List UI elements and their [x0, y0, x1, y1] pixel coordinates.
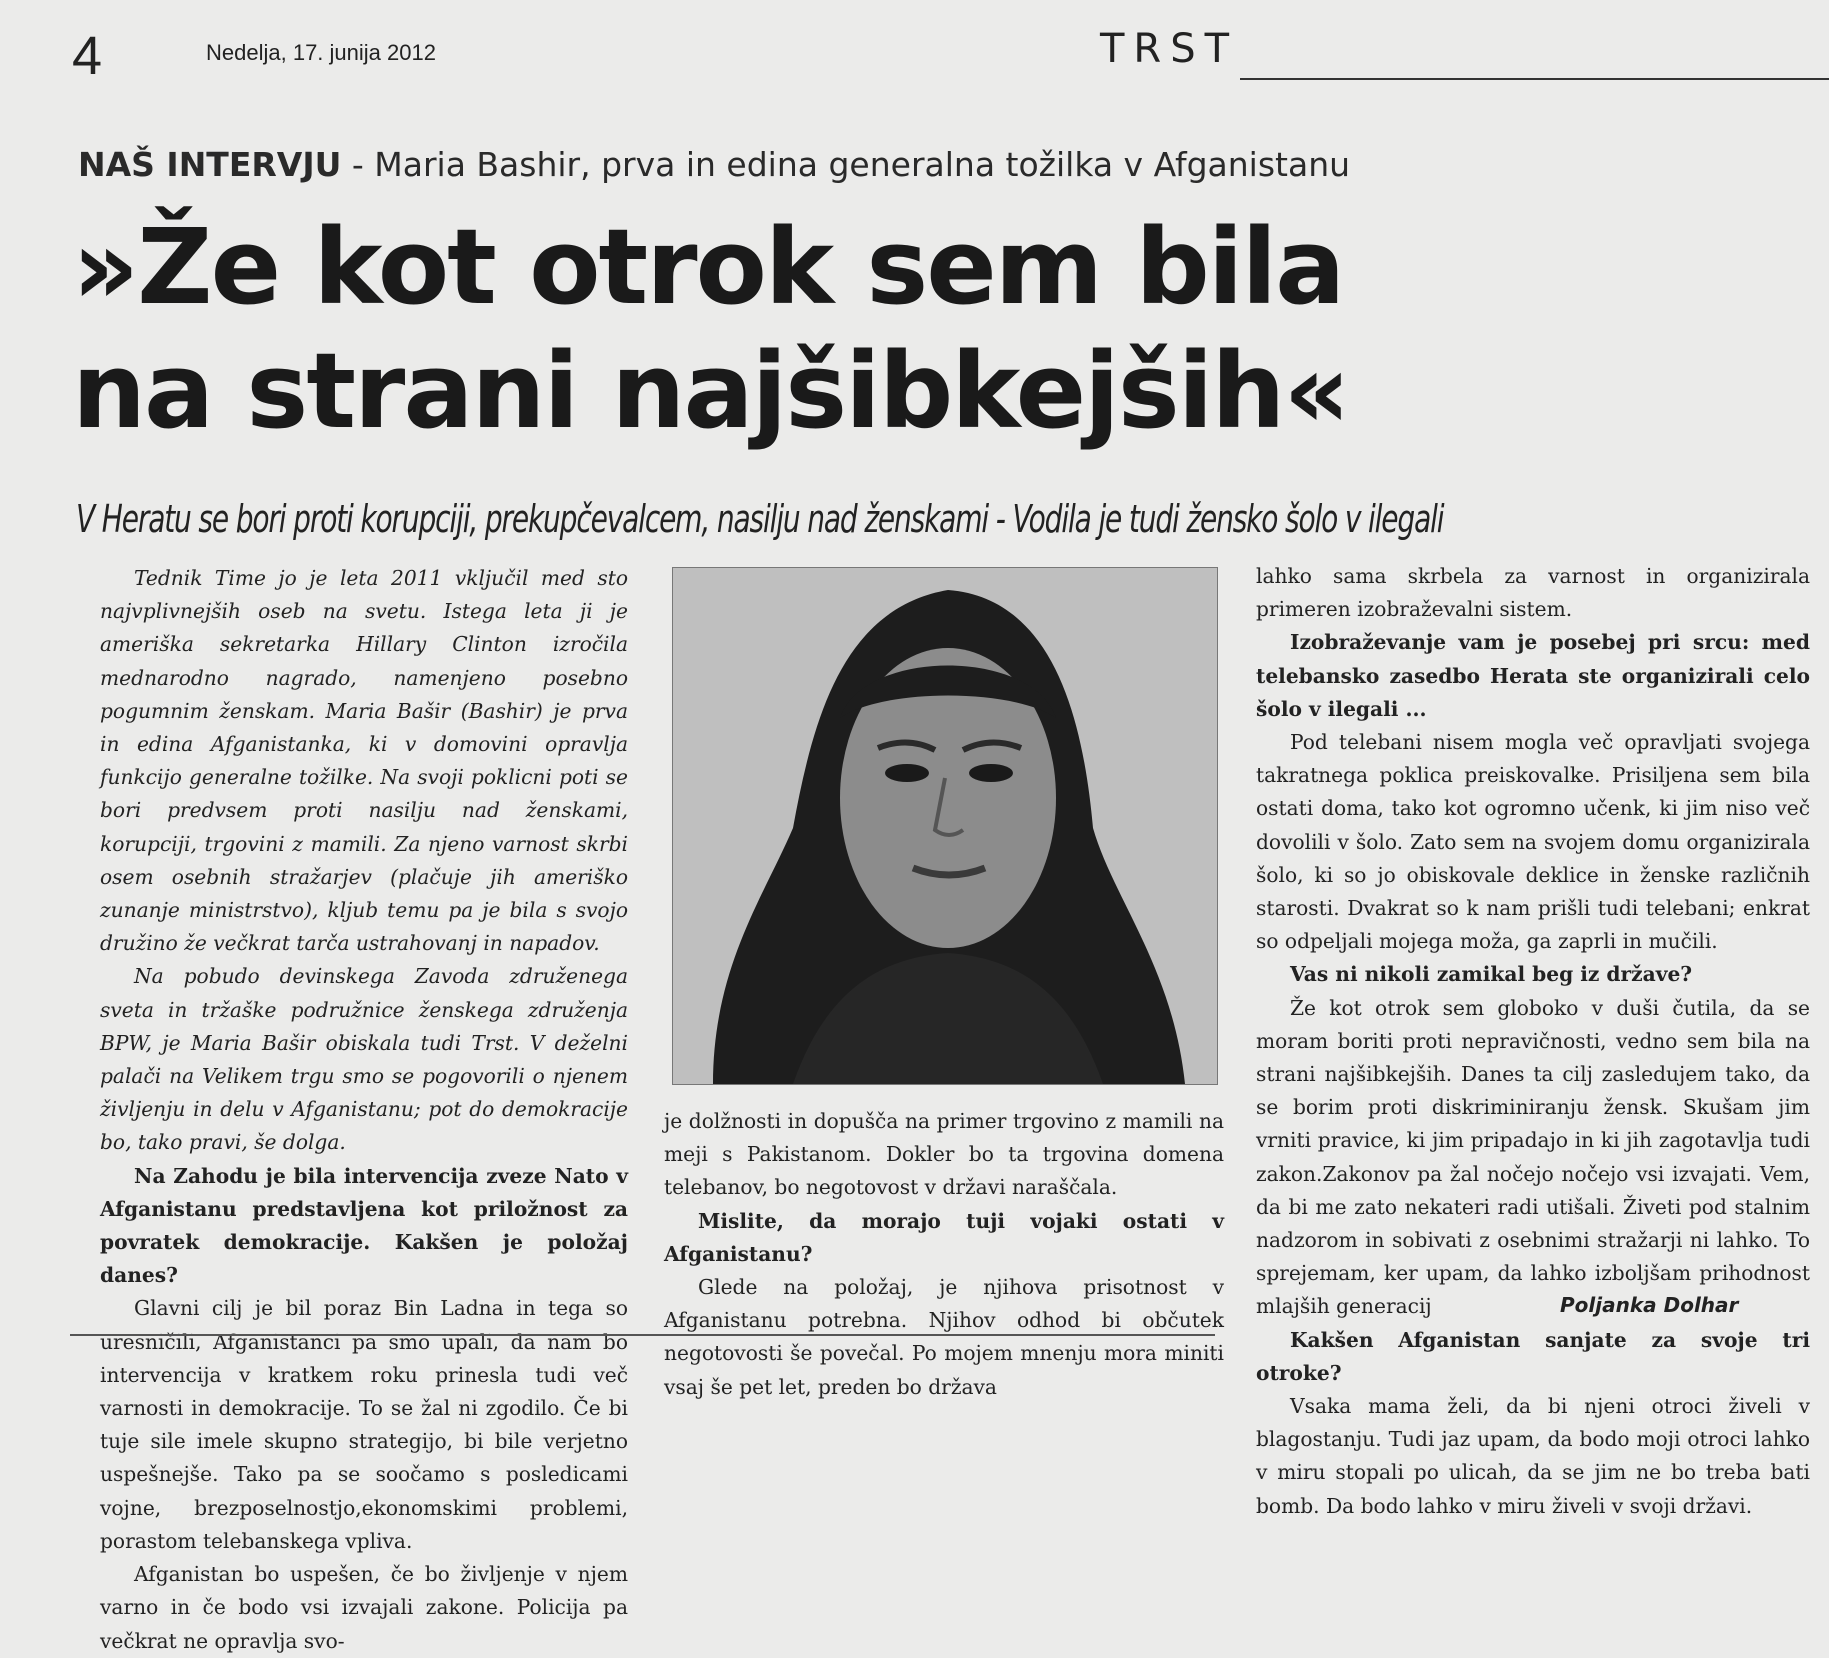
interview-answer: Že kot otrok sem globoko v duši čutila, da se moram boriti proti nepravičnosti, vedno sem bila na strani najšibkejših. Danes ta cilj zasledujem tako, da se borim proti diskriminiranju žensk. Skušam jim vrniti pravice, ki jim pripadajo in ki jih zagotavlja tudi zakon.Zakonov pa žal nočejo nočejo vsi izvajati. Vem, da bi me zato nekateri radi utišali. Živeti pod stalnim nadzorom in sobivati z osebnimi stražarji ni lahko. To sprejemam, ker upam, da lahko izboljšam prihodnost mlajših generacij [1256, 995, 1810, 1319]
interview-answer: je dolžnosti in dopušča na primer trgovino z mamili na meji s Pakistanom. Dokler bo ta trgovina domena telebanov, bo negotovost v državi naraščala. [664, 1109, 1224, 1200]
kicker-text: - Maria Bashir, prva in edina generalna tožilka v Afganistanu [341, 145, 1351, 184]
column-middle [664, 1105, 1224, 1404]
column-right [1256, 560, 1810, 1523]
header-rule [1240, 78, 1829, 80]
interview-question: Mislite, da morajo tuji vojaki ostati v Afganistanu? [664, 1208, 1224, 1266]
interview-answer: Glede na položaj, je njihova prisotnost v Afganistanu potrebna. Njihov odhod bi občutek negotovosti še povečal. Po mojem mnenju mora miniti vsaj še pet let, preden bo država [664, 1275, 1224, 1399]
article-subheadline: V Heratu se bori proti korupciji, prekupčevalcem, nasilju nad ženskami - Vodila je tudi žensko šolo v ilegali [76, 497, 1444, 541]
headline-line-1: »Že kot otrok sem bila [72, 206, 1344, 328]
interview-answer: Glavni cilj je bil poraz Bin Ladna in tega so uresničili, Afganistanci pa smo upali, da nam bo intervencija v kratkem roku prinesla tudi več varnosti in demokracije. To se žal ni zgodilo. Če bi tuje sile imele skupno strategijo, bi bile verjetno uspešnejše. Tako pa se soočamo s posledicami vojne, brezposelnostjo,ekonomskimi problemi, porastom telebanskega vpliva. [100, 1296, 628, 1553]
page-number: 4 [72, 26, 103, 86]
headline-line-2: na strani najšibkejših« [72, 330, 1349, 452]
article-headline [72, 205, 1349, 453]
interview-question: Vas ni nikoli zamikal beg iz države? [1290, 962, 1693, 987]
interview-question: Na Zahodu je bila intervencija zveze Nato v Afganistanu predstavljena kot priložnost za povratek demokracije. Kakšen je položaj danes? [100, 1163, 628, 1288]
intro-paragraph: Tednik Time jo je leta 2011 vključil med sto najvplivnejših oseb na svetu. Istega leta ji je ameriška sekretarka Hillary Clinton izročila mednarodno nagrado, namenjeno posebno pogumnim ženskam. Maria Bašir (Bashir) je prva in edina Afganistanka, ki v domovini opravlja funkcijo generalne tožilke. Na svoji poklicni poti se bori predvsem proti nasilju nad ženskami, korupciji, trgovini z mamili. Za njeno varnost skrbi osem osebnih stražarjev (plačuje jih ameriško zunanje ministrstvo), kljub temu pa je bila s svojo družino že večkrat tarča ustrahovanj in napadov. [100, 566, 628, 956]
section-name: TRST [1100, 26, 1239, 72]
portrait-photo [672, 567, 1218, 1085]
article-kicker [78, 145, 1350, 184]
interview-answer: Afganistan bo uspešen, če bo življenje v njem varno in če bodo vsi izvajali zakone. Policija pa večkrat ne opravlja svo- [100, 1562, 628, 1653]
interview-question: Izobraževanje vam je posebej pri srcu: med telebansko zasedbo Herata ste organizirali celo šolo v ilegali ... [1256, 630, 1810, 721]
portrait-illustration [673, 568, 1217, 1084]
interview-answer: lahko sama skrbela za varnost in organizirala primeren izobraževalni sistem. [1256, 564, 1810, 622]
interview-answer: Vsaka mama želi, da bi njeni otroci živeli v blagostanju. Tudi jaz upam, da bodo moji otroci lahko v miru stopali po ulicah, da se jim ne bo treba bati bomb. Da bodo lahko v miru živeli v svoji državi. [1256, 1394, 1810, 1518]
interview-question: Kakšen Afganistan sanjate za svoje tri otroke? [1256, 1327, 1810, 1385]
interview-answer: Pod telebani nisem mogla več opravljati svojega takratnega poklica preiskovalke. Prisiljena sem bila ostati doma, tako kot ogromno učenk, ki jim niso več dovolili v šolo. Zato sem na svojem domu organizirala šolo, ki so jo obiskovale deklice in ženske različnih starosti. Dvakrat so k nam prišli tudi telebani; enkrat so odpeljali mojega moža, ga zaprli in mučili. [1256, 730, 1810, 954]
intro-paragraph: Na pobudo devinskega Zavoda združenega sveta in tržaške podružnice ženskega združenja BPW, je Maria Bašir obiskala tudi Trst. V deželni palači na Velikem trgu smo se pogovorili o njenem življenju in delu v Afganistanu; pot do demokracije bo, tako pravi, še dolga. [100, 964, 628, 1155]
bottom-rule [70, 1334, 1215, 1336]
column-left [100, 562, 628, 1658]
author-byline: Poljanka Dolhar [1560, 1293, 1739, 1317]
issue-date: Nedelja, 17. junija 2012 [206, 40, 436, 65]
kicker-label: NAŠ INTERVJU [78, 145, 342, 184]
